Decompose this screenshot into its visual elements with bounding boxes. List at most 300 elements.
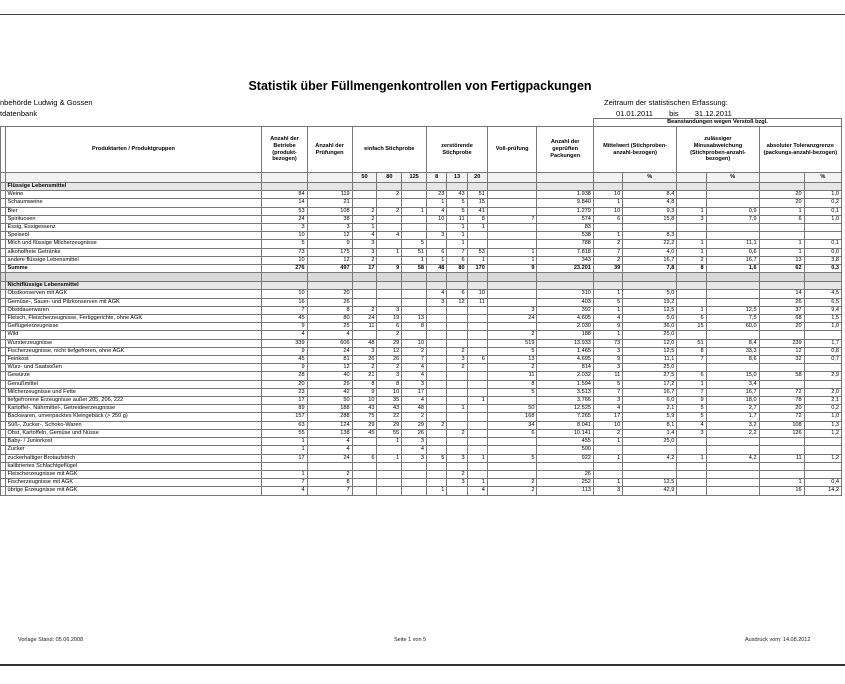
table-cell [487,470,537,478]
table-cell: 29 [377,421,402,429]
table-cell [447,273,467,282]
table-cell: 43 [447,191,467,199]
table-cell: 2 [352,364,377,372]
table-cell [487,232,537,240]
table-cell: 0,1 [804,207,841,215]
table-row [1,372,842,380]
table-cell [377,215,402,223]
table-cell: 3 [593,397,622,405]
row-label: übrige Erzeugnisse mit AGK [5,487,262,495]
table-cell [593,446,622,454]
table-cell: 1 [593,232,622,240]
table-cell: 8,4 [623,191,677,199]
table-cell: 6 [447,290,467,298]
table-cell: 1 [677,207,706,215]
table-cell: 1.465 [537,347,593,355]
table-cell [352,199,377,207]
table-row [1,331,842,339]
table-cell: 138 [307,429,352,437]
table-cell: 3 [677,429,706,437]
table-cell: 6 [759,215,804,223]
table-cell [804,470,841,478]
authority-label: nbehörde Ludwig & Gossen [0,98,93,107]
table-cell [706,331,759,339]
table-cell: 8 [677,265,706,273]
table-cell [352,298,377,306]
table-cell: 12 [307,256,352,264]
table-row [1,315,842,323]
table-cell [467,470,487,478]
table-cell: 0,4 [804,479,841,487]
table-cell: 21 [307,199,352,207]
row-label: kalibriertes Schlachtgeflügel [5,462,262,470]
table-cell [402,224,427,232]
table-cell: 53 [467,248,487,256]
section-header [1,282,842,290]
table-cell: 3 [447,479,467,487]
table-cell: 6,5 [804,298,841,306]
table-cell: 1 [759,479,804,487]
row-label: Wursterzeugnisse [5,339,262,347]
table-cell [537,273,593,282]
table-cell: 2 [352,207,377,215]
total-row [1,265,842,273]
table-cell: 43 [377,405,402,413]
table-row [1,438,842,446]
table-cell [427,462,447,470]
table-cell: 1 [467,479,487,487]
table-cell: 3 [262,224,307,232]
table-cell: 7 [402,356,427,364]
table-cell: 13 [759,256,804,264]
table-cell [759,380,804,388]
table-cell [487,273,537,282]
table-cell [677,290,706,298]
table-cell [706,199,759,207]
table-cell [804,331,841,339]
table-cell [467,462,487,470]
table-cell: 3 [593,364,622,372]
table-cell [377,224,402,232]
table-row [1,347,842,355]
table-cell: 89 [262,405,307,413]
table-cell: 51 [402,248,427,256]
table-cell [402,290,427,298]
table-cell: 1,0 [804,413,841,421]
table-cell: 20 [759,323,804,331]
table-cell [377,298,402,306]
table-cell [759,446,804,454]
table-cell [623,462,677,470]
table-cell: 10 [262,232,307,240]
section-title: Nichtflüssige Lebensmittel [5,282,262,290]
table-cell: 2 [593,256,622,264]
section-header [1,183,842,191]
table-cell: 1 [352,224,377,232]
table-cell: 9 [377,265,402,273]
table-cell: 4 [402,372,427,380]
table-row [1,207,842,215]
table-cell: 10 [262,290,307,298]
table-cell [677,364,706,372]
table-cell [467,347,487,355]
table-cell: 20 [759,199,804,207]
table-cell: 2,1 [804,397,841,405]
table-cell [427,315,447,323]
table-row [1,487,842,495]
table-cell: 0,7 [804,356,841,364]
table-cell [352,487,377,495]
table-cell [447,372,467,380]
table-cell: 10 [427,215,447,223]
table-cell: 2 [593,429,622,437]
table-cell: 5 [487,388,537,396]
table-cell [487,397,537,405]
table-cell [677,446,706,454]
table-cell: 1 [487,256,537,264]
table-cell: 288 [307,413,352,421]
table-cell: 2 [677,256,706,264]
table-cell: 5 [677,413,706,421]
table-cell: 1 [262,446,307,454]
sub-125: 125 [402,173,427,183]
table-cell [487,207,537,215]
table-cell [623,224,677,232]
table-cell [467,405,487,413]
table-cell [377,446,402,454]
table-cell: 17 [593,413,622,421]
row-label: Geflügelerzeugnisse [5,323,262,331]
table-cell: 24 [262,215,307,223]
row-label: Fleischerzeugnisse mit AGK [5,470,262,478]
row-label: Summe [5,265,262,273]
col-einfach: einfach Stichprobe [352,127,426,173]
table-cell: 7 [307,487,352,495]
table-cell: 3 [593,487,622,495]
table-cell [804,224,841,232]
table-cell [467,413,487,421]
table-cell [467,388,487,396]
row-label: alkoholfreie Getränke [5,248,262,256]
table-cell: 1,5 [804,315,841,323]
table-cell [447,323,467,331]
table-cell: 5,0 [623,315,677,323]
table-cell: 2 [487,487,537,495]
table-cell [377,479,402,487]
table-cell: 239 [759,339,804,347]
table-cell: 339 [262,339,307,347]
row-label: Weine [5,191,262,199]
table-cell: 1 [677,454,706,462]
table-cell: 1 [677,306,706,314]
table-row [1,405,842,413]
table-row [1,470,842,478]
table-cell: 10 [352,397,377,405]
table-cell: 16,7 [623,388,677,396]
table-cell [352,479,377,487]
table-cell [352,191,377,199]
table-cell: 2 [352,215,377,223]
table-cell: 11,1 [706,240,759,248]
table-cell [377,470,402,478]
table-cell: 53 [262,207,307,215]
row-label [5,273,262,282]
table-cell: 38 [307,215,352,223]
table-cell: 188 [307,405,352,413]
table-cell: 14 [759,290,804,298]
table-cell: 5 [487,454,537,462]
table-cell: 1 [759,248,804,256]
table-cell: 16 [759,487,804,495]
table-cell: 25,0 [623,364,677,372]
table-cell [677,479,706,487]
table-row [1,356,842,364]
table-cell: 45 [352,429,377,437]
table-cell [427,372,447,380]
table-cell [759,462,804,470]
table-cell [402,199,427,207]
table-row [1,191,842,199]
table-cell: 24 [352,315,377,323]
table-cell: 5 [447,207,467,215]
table-cell: 24 [307,454,352,462]
table-cell: 11 [593,372,622,380]
violations-banner: Beanstandungen wegen Verstoß bzgl. [593,119,841,127]
table-cell: 1 [427,487,447,495]
table-cell: 2 [377,364,402,372]
table-cell: 1.594 [537,380,593,388]
table-cell: 12 [759,347,804,355]
table-cell: 7 [447,248,467,256]
table-cell: 1,0 [804,191,841,199]
table-cell [593,273,622,282]
table-cell [427,380,447,388]
table-cell [467,323,487,331]
table-cell: 2 [402,347,427,355]
table-cell [623,446,677,454]
table-cell: 455 [537,438,593,446]
table-cell: 1,4 [623,429,677,437]
table-cell: 9,4 [804,306,841,314]
table-cell [352,290,377,298]
table-cell: 1 [402,207,427,215]
table-cell: 0,9 [706,207,759,215]
table-cell [804,364,841,372]
table-cell: 1.279 [537,207,593,215]
table-cell: 8 [352,380,377,388]
table-cell: 500 [537,446,593,454]
sub-pct-mittelwert: % [623,173,677,183]
table-cell: 4 [593,405,622,413]
table-cell: 113 [537,487,593,495]
table-cell: 72 [759,388,804,396]
table-cell: 538 [537,232,593,240]
col-packungen: Anzahl der geprüften Packungen [537,127,593,173]
table-cell: 188 [537,331,593,339]
table-cell: 6 [352,454,377,462]
table-cell: 497 [307,265,352,273]
table-cell: 6 [467,356,487,364]
row-label: Essig, Essigessenz [5,224,262,232]
table-cell [427,438,447,446]
table-cell: 2.030 [537,323,593,331]
table-cell: 124 [307,421,352,429]
table-cell: 11 [352,323,377,331]
table-cell: 9 [262,323,307,331]
table-cell: 2,7 [706,405,759,413]
table-cell: 10.141 [537,429,593,437]
table-cell [447,306,467,314]
table-cell: 3 [402,454,427,462]
table-cell: 1 [262,470,307,478]
table-cell: 10 [377,388,402,396]
table-cell: 2,9 [804,372,841,380]
table-cell: 7.818 [537,248,593,256]
table-cell: 3 [402,438,427,446]
page-title: Statistik über Füllmengenkontrollen von Fertigpackungen [248,79,592,93]
table-cell: 2 [447,347,467,355]
table-cell [427,364,447,372]
table-cell [402,479,427,487]
table-cell [427,479,447,487]
table-cell: 16,7 [706,256,759,264]
table-cell [759,224,804,232]
col-voll: Voll-prüfung [487,127,537,173]
table-cell: 23 [262,388,307,396]
table-row [1,421,842,429]
table-cell: 80 [307,315,352,323]
table-cell: 1 [467,224,487,232]
table-cell: 157 [262,413,307,421]
table-cell: 15 [677,323,706,331]
table-row [1,240,842,248]
table-cell: 10 [402,339,427,347]
table-cell: 11 [447,215,467,223]
table-cell [804,232,841,240]
table-cell: 48 [402,405,427,413]
table-cell [427,397,447,405]
table-row [1,380,842,388]
table-cell: 32 [759,356,804,364]
row-label: Spirituosen [5,215,262,223]
table-cell: 13 [487,356,537,364]
table-cell [677,298,706,306]
table-cell: 1 [677,240,706,248]
row-label: Gewürze [5,372,262,380]
table-row [1,224,842,232]
period-from: 01.01.2011 [616,109,653,118]
table-cell: 8,1 [623,421,677,429]
sub-pct-minus: % [706,173,759,183]
bottom-rule [0,664,845,666]
sub-8: 8 [427,173,447,183]
row-label: Backwaren, unverpacktes Kleingebäck (> 250 g) [5,413,262,421]
table-cell: 1 [447,240,467,248]
table-cell: 75 [352,413,377,421]
table-cell: 276 [262,265,307,273]
table-cell: 9 [593,356,622,364]
table-cell: 3 [487,306,537,314]
table-cell [402,273,427,282]
table-cell [487,290,537,298]
table-cell: 12 [307,364,352,372]
row-label: Milch und flüssige Milcherzeugnisse [5,240,262,248]
table-cell: 4,5 [804,290,841,298]
table-cell: 39 [593,265,622,273]
table-cell: 2 [352,306,377,314]
table-cell [677,462,706,470]
table-cell [487,298,537,306]
table-cell: 50 [307,397,352,405]
table-cell [427,388,447,396]
table-cell: 1,2 [804,429,841,437]
table-cell: 26 [402,429,427,437]
table-cell [447,438,467,446]
row-label: Obstkonserven mit AGK [5,290,262,298]
table-cell: 2 [487,364,537,372]
table-cell: 1,2 [804,454,841,462]
table-cell: 43 [352,405,377,413]
table-cell [706,232,759,240]
table-cell: 14,2 [804,487,841,495]
table-cell [447,487,467,495]
table-cell [759,364,804,372]
period-to: 31.12.2011 [694,109,732,118]
table-cell: 1,6 [706,265,759,273]
table-cell: 6 [677,315,706,323]
table-cell [427,347,447,355]
table-cell: 68 [759,315,804,323]
table-cell: 2 [307,470,352,478]
table-cell: 5 [427,454,447,462]
table-row [1,215,842,223]
table-cell: 15,0 [706,372,759,380]
table-cell: 4 [467,487,487,495]
table-cell: 5 [593,298,622,306]
period-label: Zeitraum der statistischen Erfassung: [604,98,728,107]
table-cell [487,446,537,454]
table-row [1,248,842,256]
table-cell: 8 [402,323,427,331]
table-cell: 20 [307,290,352,298]
col-pruefungen: Anzahl der Prüfungen [307,127,352,173]
table-cell: 1 [593,438,622,446]
table-cell: 4 [677,421,706,429]
table-cell [447,421,467,429]
table-cell [467,339,487,347]
table-cell: 4 [402,364,427,372]
table-cell [307,462,352,470]
table-cell: 0,6 [706,248,759,256]
table-cell: 8,6 [706,356,759,364]
table-cell: 3 [677,215,706,223]
table-cell: 58 [759,372,804,380]
table-cell [467,446,487,454]
table-cell: 9 [487,265,537,273]
table-cell: 63 [262,421,307,429]
table-cell: 2 [427,421,447,429]
table-cell: 2 [377,331,402,339]
table-cell: 7,8 [623,265,677,273]
table-cell: 9,3 [623,207,677,215]
table-cell: 3 [427,232,447,240]
table-cell: 1 [593,331,622,339]
table-cell: 72 [759,413,804,421]
col-zerstoerend: zerstörende Stichprobe [427,127,488,173]
table-cell: 84 [262,191,307,199]
table-cell: 814 [537,364,593,372]
table-cell: 24 [487,315,537,323]
